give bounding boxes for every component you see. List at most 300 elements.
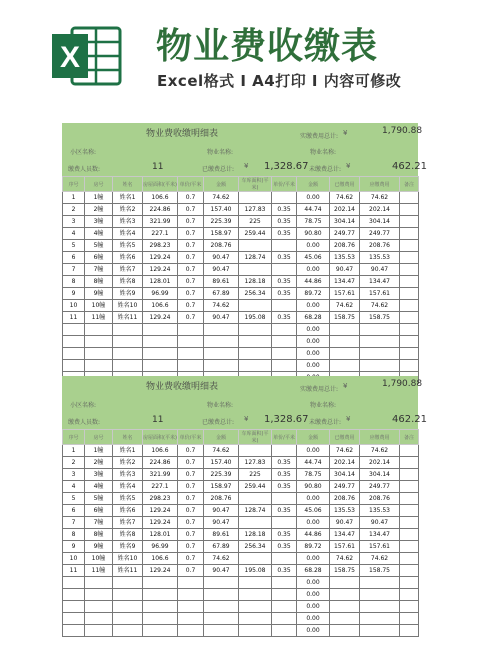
table-cell[interactable] bbox=[239, 553, 272, 565]
table-cell[interactable] bbox=[178, 613, 204, 625]
table-cell[interactable] bbox=[63, 601, 85, 613]
table-cell[interactable]: 0.7 bbox=[178, 505, 204, 517]
table-cell[interactable] bbox=[239, 601, 272, 613]
table-cell[interactable] bbox=[239, 240, 272, 252]
table-cell[interactable] bbox=[272, 577, 297, 589]
table-cell[interactable] bbox=[330, 336, 360, 348]
table-cell[interactable]: 5幢 bbox=[85, 493, 113, 505]
table-cell[interactable] bbox=[272, 192, 297, 204]
table-cell[interactable]: 127.83 bbox=[239, 457, 272, 469]
table-cell[interactable]: 225.39 bbox=[204, 216, 239, 228]
table-cell[interactable]: 208.76 bbox=[204, 240, 239, 252]
table-cell[interactable]: 0.7 bbox=[178, 517, 204, 529]
table-cell[interactable]: 0.35 bbox=[272, 505, 297, 517]
table-cell[interactable]: 298.23 bbox=[143, 493, 178, 505]
table-cell[interactable]: 202.14 bbox=[360, 204, 400, 216]
table-cell[interactable] bbox=[360, 625, 400, 637]
table-cell[interactable]: 7 bbox=[63, 517, 85, 529]
table-cell[interactable] bbox=[360, 348, 400, 360]
table-cell[interactable]: 202.14 bbox=[330, 204, 360, 216]
table-cell[interactable]: 9 bbox=[63, 541, 85, 553]
table-cell[interactable]: 7幢 bbox=[85, 517, 113, 529]
table-cell[interactable]: 0.35 bbox=[272, 204, 297, 216]
table-cell[interactable] bbox=[113, 348, 143, 360]
table-cell[interactable]: 127.83 bbox=[239, 204, 272, 216]
table-cell[interactable] bbox=[400, 288, 419, 300]
table-cell[interactable]: 5 bbox=[63, 493, 85, 505]
table-cell[interactable]: 0.00 bbox=[297, 324, 330, 336]
table-cell[interactable]: 202.14 bbox=[360, 457, 400, 469]
table-cell[interactable]: 0.7 bbox=[178, 204, 204, 216]
table-cell[interactable]: 0.7 bbox=[178, 457, 204, 469]
table-cell[interactable]: 90.47 bbox=[204, 565, 239, 577]
table-cell[interactable] bbox=[178, 589, 204, 601]
table-cell[interactable]: 0.7 bbox=[178, 445, 204, 457]
table-cell[interactable]: 10 bbox=[63, 553, 85, 565]
table-cell[interactable]: 106.6 bbox=[143, 553, 178, 565]
table-cell[interactable]: 157.61 bbox=[360, 541, 400, 553]
table-cell[interactable] bbox=[360, 360, 400, 372]
table-cell[interactable]: 0.00 bbox=[297, 192, 330, 204]
table-cell[interactable]: 44.86 bbox=[297, 276, 330, 288]
table-cell[interactable] bbox=[113, 324, 143, 336]
table-cell[interactable]: 106.6 bbox=[143, 192, 178, 204]
table-cell[interactable]: 208.76 bbox=[330, 493, 360, 505]
table-cell[interactable] bbox=[178, 601, 204, 613]
table-cell[interactable] bbox=[400, 469, 419, 481]
table-cell[interactable] bbox=[272, 589, 297, 601]
table-cell[interactable]: 224.86 bbox=[143, 457, 178, 469]
table-cell[interactable] bbox=[63, 324, 85, 336]
table-cell[interactable] bbox=[204, 336, 239, 348]
table-cell[interactable]: 128.74 bbox=[239, 252, 272, 264]
table-cell[interactable]: 1 bbox=[63, 445, 85, 457]
table-cell[interactable]: 0.00 bbox=[297, 625, 330, 637]
table-cell[interactable]: 227.1 bbox=[143, 481, 178, 493]
table-cell[interactable]: 3 bbox=[63, 216, 85, 228]
table-cell[interactable]: 90.47 bbox=[204, 517, 239, 529]
table-cell[interactable]: 89.61 bbox=[204, 529, 239, 541]
table-cell[interactable]: 0.7 bbox=[178, 252, 204, 264]
table-cell[interactable] bbox=[239, 613, 272, 625]
table-cell[interactable]: 10 bbox=[63, 300, 85, 312]
table-cell[interactable]: 0.7 bbox=[178, 240, 204, 252]
table-cell[interactable]: 0.35 bbox=[272, 457, 297, 469]
table-cell[interactable] bbox=[272, 324, 297, 336]
table-cell[interactable]: 0.7 bbox=[178, 288, 204, 300]
table-cell[interactable]: 11幢 bbox=[85, 312, 113, 324]
table-cell[interactable]: 11幢 bbox=[85, 565, 113, 577]
table-cell[interactable] bbox=[239, 625, 272, 637]
table-cell[interactable]: 0.35 bbox=[272, 565, 297, 577]
table-cell[interactable]: 0.35 bbox=[272, 481, 297, 493]
table-cell[interactable]: 0.00 bbox=[297, 336, 330, 348]
table-cell[interactable]: 姓名1 bbox=[113, 192, 143, 204]
table-cell[interactable]: 0.7 bbox=[178, 312, 204, 324]
table-cell[interactable]: 74.62 bbox=[204, 445, 239, 457]
table-cell[interactable]: 90.47 bbox=[330, 517, 360, 529]
table-cell[interactable]: 90.47 bbox=[204, 505, 239, 517]
table-cell[interactable]: 44.74 bbox=[297, 457, 330, 469]
table-cell[interactable]: 2幢 bbox=[85, 457, 113, 469]
table-cell[interactable]: 128.74 bbox=[239, 505, 272, 517]
table-cell[interactable]: 90.47 bbox=[330, 264, 360, 276]
table-cell[interactable] bbox=[143, 348, 178, 360]
table-cell[interactable] bbox=[178, 625, 204, 637]
table-cell[interactable] bbox=[204, 577, 239, 589]
table-cell[interactable] bbox=[178, 324, 204, 336]
table-cell[interactable] bbox=[272, 300, 297, 312]
table-cell[interactable] bbox=[63, 348, 85, 360]
table-cell[interactable]: 0.00 bbox=[297, 493, 330, 505]
table-cell[interactable]: 姓名10 bbox=[113, 553, 143, 565]
table-cell[interactable]: 8幢 bbox=[85, 276, 113, 288]
table-cell[interactable]: 2 bbox=[63, 457, 85, 469]
table-cell[interactable]: 0.7 bbox=[178, 493, 204, 505]
table-cell[interactable]: 90.47 bbox=[204, 264, 239, 276]
table-cell[interactable] bbox=[63, 336, 85, 348]
table-cell[interactable] bbox=[330, 577, 360, 589]
table-cell[interactable] bbox=[272, 240, 297, 252]
table-cell[interactable] bbox=[400, 216, 419, 228]
table-cell[interactable]: 89.72 bbox=[297, 288, 330, 300]
table-cell[interactable]: 74.62 bbox=[360, 192, 400, 204]
table-cell[interactable] bbox=[400, 252, 419, 264]
table-cell[interactable]: 74.62 bbox=[330, 445, 360, 457]
table-cell[interactable]: 106.6 bbox=[143, 445, 178, 457]
table-cell[interactable]: 129.24 bbox=[143, 312, 178, 324]
table-cell[interactable]: 208.76 bbox=[360, 493, 400, 505]
table-cell[interactable]: 0.35 bbox=[272, 469, 297, 481]
table-cell[interactable] bbox=[360, 577, 400, 589]
table-cell[interactable]: 6幢 bbox=[85, 505, 113, 517]
table-cell[interactable]: 67.89 bbox=[204, 541, 239, 553]
table-cell[interactable] bbox=[143, 336, 178, 348]
table-cell[interactable]: 78.75 bbox=[297, 216, 330, 228]
table-cell[interactable]: 姓名4 bbox=[113, 228, 143, 240]
table-cell[interactable] bbox=[63, 613, 85, 625]
table-cell[interactable]: 8 bbox=[63, 529, 85, 541]
table-cell[interactable]: 9 bbox=[63, 288, 85, 300]
table-cell[interactable]: 10幢 bbox=[85, 553, 113, 565]
table-cell[interactable] bbox=[272, 336, 297, 348]
table-cell[interactable]: 0.00 bbox=[297, 553, 330, 565]
table-cell[interactable]: 7 bbox=[63, 264, 85, 276]
table-cell[interactable] bbox=[330, 601, 360, 613]
table-cell[interactable]: 128.18 bbox=[239, 529, 272, 541]
table-cell[interactable] bbox=[204, 625, 239, 637]
table-cell[interactable] bbox=[400, 517, 419, 529]
table-cell[interactable] bbox=[360, 601, 400, 613]
table-cell[interactable]: 6 bbox=[63, 252, 85, 264]
table-cell[interactable] bbox=[400, 505, 419, 517]
table-cell[interactable]: 158.97 bbox=[204, 228, 239, 240]
table-cell[interactable] bbox=[143, 601, 178, 613]
table-cell[interactable] bbox=[63, 577, 85, 589]
table-cell[interactable]: 0.35 bbox=[272, 216, 297, 228]
table-cell[interactable]: 256.34 bbox=[239, 541, 272, 553]
table-cell[interactable]: 0.7 bbox=[178, 469, 204, 481]
table-cell[interactable]: 321.99 bbox=[143, 216, 178, 228]
table-cell[interactable]: 0.7 bbox=[178, 276, 204, 288]
table-cell[interactable]: 0.35 bbox=[272, 529, 297, 541]
table-cell[interactable]: 68.28 bbox=[297, 312, 330, 324]
table-cell[interactable]: 0.7 bbox=[178, 228, 204, 240]
table-cell[interactable]: 134.47 bbox=[330, 276, 360, 288]
table-cell[interactable]: 0.7 bbox=[178, 481, 204, 493]
table-cell[interactable] bbox=[272, 553, 297, 565]
table-cell[interactable]: 225 bbox=[239, 216, 272, 228]
table-cell[interactable] bbox=[400, 493, 419, 505]
table-cell[interactable]: 45.06 bbox=[297, 252, 330, 264]
table-cell[interactable] bbox=[85, 589, 113, 601]
table-cell[interactable]: 304.14 bbox=[330, 216, 360, 228]
table-cell[interactable]: 0.7 bbox=[178, 565, 204, 577]
table-cell[interactable]: 姓名11 bbox=[113, 565, 143, 577]
table-cell[interactable]: 7幢 bbox=[85, 264, 113, 276]
table-cell[interactable]: 128.01 bbox=[143, 276, 178, 288]
table-cell[interactable] bbox=[400, 324, 419, 336]
table-cell[interactable] bbox=[400, 192, 419, 204]
table-cell[interactable]: 45.06 bbox=[297, 505, 330, 517]
table-cell[interactable] bbox=[400, 276, 419, 288]
table-cell[interactable]: 129.24 bbox=[143, 505, 178, 517]
table-cell[interactable]: 姓名6 bbox=[113, 252, 143, 264]
table-cell[interactable]: 89.61 bbox=[204, 276, 239, 288]
table-cell[interactable]: 74.62 bbox=[204, 300, 239, 312]
table-cell[interactable] bbox=[113, 336, 143, 348]
table-cell[interactable] bbox=[204, 348, 239, 360]
table-cell[interactable]: 姓名8 bbox=[113, 276, 143, 288]
table-cell[interactable] bbox=[204, 360, 239, 372]
table-cell[interactable]: 0.7 bbox=[178, 529, 204, 541]
table-cell[interactable]: 225 bbox=[239, 469, 272, 481]
table-cell[interactable]: 8幢 bbox=[85, 529, 113, 541]
table-cell[interactable]: 11 bbox=[63, 565, 85, 577]
table-cell[interactable]: 298.23 bbox=[143, 240, 178, 252]
table-cell[interactable]: 0.00 bbox=[297, 589, 330, 601]
table-cell[interactable]: 0.00 bbox=[297, 445, 330, 457]
table-cell[interactable]: 姓名9 bbox=[113, 541, 143, 553]
table-cell[interactable]: 208.76 bbox=[204, 493, 239, 505]
table-cell[interactable] bbox=[272, 517, 297, 529]
table-cell[interactable]: 157.61 bbox=[330, 541, 360, 553]
table-cell[interactable] bbox=[85, 613, 113, 625]
table-cell[interactable]: 1 bbox=[63, 192, 85, 204]
table-cell[interactable]: 134.47 bbox=[360, 276, 400, 288]
table-cell[interactable]: 姓名11 bbox=[113, 312, 143, 324]
table-cell[interactable]: 0.00 bbox=[297, 264, 330, 276]
table-cell[interactable] bbox=[272, 360, 297, 372]
table-cell[interactable]: 157.61 bbox=[360, 288, 400, 300]
table-cell[interactable] bbox=[204, 589, 239, 601]
table-cell[interactable]: 249.77 bbox=[330, 481, 360, 493]
table-cell[interactable]: 304.14 bbox=[330, 469, 360, 481]
table-cell[interactable]: 135.53 bbox=[360, 505, 400, 517]
table-cell[interactable] bbox=[330, 324, 360, 336]
table-cell[interactable]: 90.80 bbox=[297, 481, 330, 493]
table-cell[interactable] bbox=[143, 589, 178, 601]
table-cell[interactable] bbox=[63, 589, 85, 601]
table-cell[interactable]: 158.97 bbox=[204, 481, 239, 493]
table-cell[interactable]: 4幢 bbox=[85, 228, 113, 240]
table-cell[interactable]: 0.00 bbox=[297, 300, 330, 312]
table-cell[interactable] bbox=[400, 228, 419, 240]
table-cell[interactable] bbox=[330, 348, 360, 360]
table-cell[interactable]: 0.7 bbox=[178, 541, 204, 553]
table-cell[interactable] bbox=[143, 360, 178, 372]
table-cell[interactable] bbox=[204, 601, 239, 613]
table-cell[interactable] bbox=[330, 589, 360, 601]
table-cell[interactable] bbox=[63, 360, 85, 372]
table-cell[interactable]: 姓名5 bbox=[113, 493, 143, 505]
table-cell[interactable] bbox=[360, 336, 400, 348]
table-cell[interactable]: 0.35 bbox=[272, 276, 297, 288]
table-cell[interactable]: 78.75 bbox=[297, 469, 330, 481]
table-cell[interactable]: 256.34 bbox=[239, 288, 272, 300]
table-cell[interactable]: 姓名10 bbox=[113, 300, 143, 312]
table-cell[interactable] bbox=[400, 529, 419, 541]
table-cell[interactable]: 74.62 bbox=[204, 553, 239, 565]
table-cell[interactable] bbox=[113, 601, 143, 613]
table-cell[interactable] bbox=[239, 324, 272, 336]
table-cell[interactable]: 135.53 bbox=[330, 505, 360, 517]
table-cell[interactable] bbox=[400, 625, 419, 637]
table-cell[interactable] bbox=[400, 240, 419, 252]
table-cell[interactable]: 74.62 bbox=[330, 553, 360, 565]
table-cell[interactable]: 74.62 bbox=[360, 553, 400, 565]
table-cell[interactable]: 129.24 bbox=[143, 252, 178, 264]
table-cell[interactable] bbox=[400, 601, 419, 613]
table-cell[interactable]: 0.00 bbox=[297, 601, 330, 613]
table-cell[interactable]: 321.99 bbox=[143, 469, 178, 481]
table-cell[interactable]: 259.44 bbox=[239, 228, 272, 240]
table-cell[interactable]: 姓名5 bbox=[113, 240, 143, 252]
table-cell[interactable]: 44.86 bbox=[297, 529, 330, 541]
table-cell[interactable]: 135.53 bbox=[330, 252, 360, 264]
table-cell[interactable]: 227.1 bbox=[143, 228, 178, 240]
table-cell[interactable]: 姓名8 bbox=[113, 529, 143, 541]
table-cell[interactable] bbox=[113, 360, 143, 372]
table-cell[interactable] bbox=[239, 493, 272, 505]
table-cell[interactable]: 2幢 bbox=[85, 204, 113, 216]
table-cell[interactable] bbox=[143, 625, 178, 637]
table-cell[interactable]: 208.76 bbox=[360, 240, 400, 252]
table-cell[interactable] bbox=[400, 553, 419, 565]
table-cell[interactable]: 249.77 bbox=[360, 481, 400, 493]
table-cell[interactable]: 74.62 bbox=[360, 445, 400, 457]
table-cell[interactable] bbox=[400, 445, 419, 457]
table-cell[interactable] bbox=[113, 577, 143, 589]
table-cell[interactable]: 135.53 bbox=[360, 252, 400, 264]
table-cell[interactable]: 姓名1 bbox=[113, 445, 143, 457]
table-cell[interactable]: 姓名4 bbox=[113, 481, 143, 493]
table-cell[interactable] bbox=[239, 445, 272, 457]
table-cell[interactable]: 90.47 bbox=[204, 312, 239, 324]
table-cell[interactable]: 128.18 bbox=[239, 276, 272, 288]
table-cell[interactable] bbox=[85, 625, 113, 637]
table-cell[interactable]: 224.86 bbox=[143, 204, 178, 216]
table-cell[interactable] bbox=[143, 324, 178, 336]
table-cell[interactable]: 0.35 bbox=[272, 541, 297, 553]
table-cell[interactable]: 5 bbox=[63, 240, 85, 252]
table-cell[interactable] bbox=[330, 613, 360, 625]
table-cell[interactable]: 74.62 bbox=[204, 192, 239, 204]
table-cell[interactable] bbox=[272, 264, 297, 276]
table-cell[interactable] bbox=[400, 481, 419, 493]
table-cell[interactable] bbox=[239, 264, 272, 276]
table-cell[interactable]: 90.47 bbox=[360, 517, 400, 529]
table-cell[interactable] bbox=[239, 192, 272, 204]
table-cell[interactable] bbox=[400, 360, 419, 372]
table-cell[interactable]: 74.62 bbox=[330, 300, 360, 312]
table-cell[interactable]: 6 bbox=[63, 505, 85, 517]
table-cell[interactable]: 0.00 bbox=[297, 240, 330, 252]
table-cell[interactable] bbox=[239, 577, 272, 589]
table-cell[interactable] bbox=[360, 589, 400, 601]
table-cell[interactable]: 129.24 bbox=[143, 517, 178, 529]
table-cell[interactable]: 5幢 bbox=[85, 240, 113, 252]
table-cell[interactable]: 249.77 bbox=[360, 228, 400, 240]
table-cell[interactable]: 1幢 bbox=[85, 192, 113, 204]
table-cell[interactable]: 74.62 bbox=[330, 192, 360, 204]
table-cell[interactable]: 134.47 bbox=[330, 529, 360, 541]
table-cell[interactable] bbox=[272, 613, 297, 625]
table-cell[interactable]: 0.35 bbox=[272, 228, 297, 240]
table-cell[interactable]: 姓名6 bbox=[113, 505, 143, 517]
table-cell[interactable] bbox=[400, 577, 419, 589]
table-cell[interactable]: 134.47 bbox=[360, 529, 400, 541]
table-cell[interactable] bbox=[178, 348, 204, 360]
table-cell[interactable]: 姓名3 bbox=[113, 216, 143, 228]
table-cell[interactable] bbox=[204, 324, 239, 336]
table-cell[interactable]: 4幢 bbox=[85, 481, 113, 493]
table-cell[interactable]: 74.62 bbox=[360, 300, 400, 312]
table-cell[interactable]: 96.99 bbox=[143, 288, 178, 300]
table-cell[interactable] bbox=[239, 360, 272, 372]
table-cell[interactable]: 姓名7 bbox=[113, 264, 143, 276]
table-cell[interactable]: 0.35 bbox=[272, 288, 297, 300]
table-cell[interactable] bbox=[239, 589, 272, 601]
table-cell[interactable] bbox=[85, 577, 113, 589]
table-cell[interactable]: 姓名3 bbox=[113, 469, 143, 481]
table-cell[interactable]: 3幢 bbox=[85, 469, 113, 481]
table-cell[interactable] bbox=[400, 204, 419, 216]
table-cell[interactable] bbox=[85, 336, 113, 348]
table-cell[interactable]: 0.00 bbox=[297, 348, 330, 360]
table-cell[interactable] bbox=[272, 348, 297, 360]
table-cell[interactable]: 202.14 bbox=[330, 457, 360, 469]
table-cell[interactable] bbox=[63, 625, 85, 637]
table-cell[interactable] bbox=[85, 348, 113, 360]
table-cell[interactable]: 259.44 bbox=[239, 481, 272, 493]
table-cell[interactable]: 44.74 bbox=[297, 204, 330, 216]
table-cell[interactable]: 249.77 bbox=[330, 228, 360, 240]
table-cell[interactable]: 姓名2 bbox=[113, 204, 143, 216]
table-cell[interactable] bbox=[239, 300, 272, 312]
table-cell[interactable] bbox=[272, 445, 297, 457]
table-cell[interactable]: 4 bbox=[63, 228, 85, 240]
table-cell[interactable] bbox=[113, 613, 143, 625]
table-cell[interactable] bbox=[178, 577, 204, 589]
table-cell[interactable] bbox=[143, 577, 178, 589]
table-cell[interactable]: 1幢 bbox=[85, 445, 113, 457]
table-cell[interactable]: 0.00 bbox=[297, 517, 330, 529]
table-cell[interactable]: 106.6 bbox=[143, 300, 178, 312]
table-cell[interactable]: 3幢 bbox=[85, 216, 113, 228]
table-cell[interactable] bbox=[143, 613, 178, 625]
table-cell[interactable]: 158.75 bbox=[330, 565, 360, 577]
